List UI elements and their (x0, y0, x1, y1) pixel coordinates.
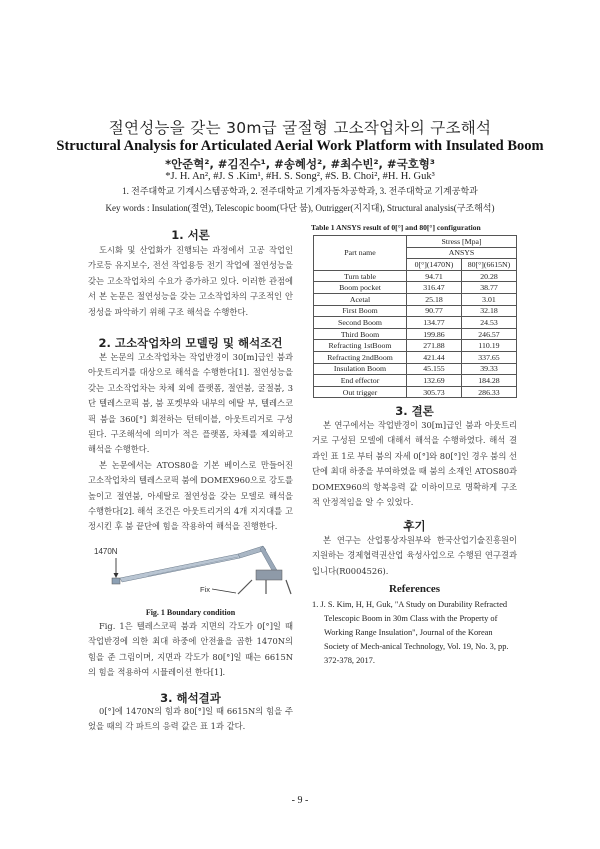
table-cell-0deg: 45.155 (407, 363, 462, 375)
table-row (314, 375, 517, 387)
outrigger-left (238, 580, 252, 594)
acknowledgment-paragraph: 본 연구는 산업통상자원부와 한국산업기술진흥원이 지원하는 경제협력권산업 육성사업으로 수행된 연구결과입니다(R0004526). (312, 535, 517, 576)
table-cell-0deg: 134.77 (407, 317, 462, 329)
table-cell-part: Second Boom (314, 317, 407, 329)
header-col-80deg: 80[°](6615N) (462, 259, 517, 271)
table-cell-0deg: 271.88 (407, 340, 462, 352)
modeling-paragraph-1: 본 논문의 고소작업차는 작업반경이 30[m]급인 붐과 아웃트리거를 대상으로 해석을 수행한다[1]. 절연성능을 갖는 고소작업차는 차체 외에 플랫폼, 절연붐, 굴절붐, 3단 텔레스코픽 붐, 붐 포켓부와 내부의 에탈 부, 텔레스코픽 붐을 360[°] 회전하는 턴테이블, 아웃트리거로 구성된다. 구조해석에 의미가 적은 플랫폼, 차체를 제외하고 해석을 수행한다. (88, 352, 293, 455)
table-cell-0deg: 305.73 (407, 386, 462, 398)
table-cell-80deg: 32.18 (462, 305, 517, 317)
table-cell-0deg: 94.71 (407, 270, 462, 282)
section-title-modeling: 2. 고소작업차의 모델링 및 해석조건 (98, 336, 283, 350)
fix-label: Fix (200, 585, 210, 594)
page-number: - 9 - (291, 795, 309, 806)
acknowledgment-text (312, 533, 517, 579)
results-text (88, 704, 293, 735)
modeling-paragraph-2: 본 논문에서는 ATOS80을 기본 베이스로 만들어진 고소작업차의 텔레스코픽 붐에 DOMEX960으로 강도를 높이고 절연붐, 아세탈로 절연성을 갖는 모델로 해석을 수행한다[2]. 해석 조건은 아웃트리거의 4개 지지대를 고정시킨 후 붐 끝단에 힘을 작용하여 해석을 진행한다. (88, 459, 293, 532)
table-cell-80deg: 184.28 (462, 375, 517, 387)
table-row (314, 386, 517, 398)
table-cell-part: Acetal (314, 293, 407, 305)
table-cell-80deg: 246.57 (462, 328, 517, 340)
figure-description (88, 619, 293, 681)
table-caption: Table 1 ANSYS result of 0[°] and 80[°] configuration (311, 223, 481, 232)
table-cell-part: First Boom (314, 305, 407, 317)
results-table-wrapper (313, 235, 517, 398)
table-cell-part: End effector (314, 375, 407, 387)
outrigger-right (286, 580, 291, 594)
table-cell-0deg: 421.44 (407, 351, 462, 363)
authors-english: *J. H. An², #J. S .Kim¹, #H. S. Song², #S. B. Choi², #H. H. Guk³ (165, 171, 435, 182)
table-row (314, 282, 517, 294)
references-title: References (388, 583, 441, 595)
introduction-text (88, 243, 293, 320)
figure-caption: Fig. 1 Boundary condition (145, 608, 236, 617)
table-cell-0deg: 132.69 (407, 375, 462, 387)
table-body (314, 270, 517, 398)
table-cell-80deg: 110.19 (462, 340, 517, 352)
table-cell-80deg: 39.33 (462, 363, 517, 375)
table-cell-part: Third Boom (314, 328, 407, 340)
boom-edge (148, 557, 238, 576)
section-title-results: 3. 해석결과 (160, 691, 221, 705)
table-row (314, 305, 517, 317)
section-title-introduction: 1. 서론 (171, 228, 210, 242)
affiliations: 1. 전주대학교 기계시스템공학과, 2. 전주대학교 기계자동차공학과, 3. 전주대학교 기계공학과 (122, 186, 478, 196)
reference-1: 1. J. S. Kim, H, H, Guk, "A Study on Durability Refracted Telescopic Boom in 30m Class with the Property of Working Range Insulation", Journal of the Korean Society of Mech-anical Technology, Vol. 19, No. 3, pp. 372-378, 2017. (312, 600, 509, 665)
authors-korean: *안준혁², #김진수¹, #송혜성², #최수빈², #국호형³ (165, 157, 435, 171)
results-table (313, 235, 517, 398)
figure-description-paragraph: Fig. 1은 텔레스코픽 붐과 지면의 각도가 0[°]일 때 작업반경에 의한 최대 하중에 안전율을 곱한 1470N의 힘을 준 그림이며, 지면과 각도가 80[°]일 때는 6615N의 힘을 적용하여 시뮬레이션 한다[1]. (88, 621, 293, 678)
header-col-0deg: 0[°](1470N) (407, 259, 462, 271)
table-cell-part: Refracting 2ndBoom (314, 351, 407, 363)
table-cell-part: Insulation Boom (314, 363, 407, 375)
section-title-acknowledgment: 후기 (403, 519, 426, 533)
table-cell-part: Refracting 1stBoom (314, 340, 407, 352)
table-cell-80deg: 20.28 (462, 270, 517, 282)
table-cell-part: Boom pocket (314, 282, 407, 294)
results-paragraph: 0[°]에 1470N의 힘과 80[°]일 때 6615N의 힘을 주었을 때의 각 파트의 응력 값은 표 1과 같다. (88, 706, 293, 732)
paper-title-korean: 절연성능을 갖는 30m급 굴절형 고소작업차의 구조해석 (108, 119, 492, 137)
table-row (314, 293, 517, 305)
table-cell-part: Out trigger (314, 386, 407, 398)
conclusion-text (312, 418, 517, 510)
table-row (314, 328, 517, 340)
table-row (314, 351, 517, 363)
force-arrowhead (114, 573, 119, 578)
modeling-text (88, 350, 293, 535)
keywords: Key words : Insulation(절연), Telescopic boom(다단 붐), Outrigger(지지대), Structural analysis(구조해석) (105, 203, 495, 213)
table-cell-80deg: 286.33 (462, 386, 517, 398)
table-cell-0deg: 316.47 (407, 282, 462, 294)
end-effector (112, 578, 120, 584)
paper-title-english: Structural Analysis for Articulated Aerial Work Platform with Insulated Boom (56, 138, 544, 154)
table-cell-0deg: 199.86 (407, 328, 462, 340)
turn-table (256, 570, 282, 580)
table-cell-0deg: 90.77 (407, 305, 462, 317)
header-part-name: Part name (314, 236, 407, 271)
boom-diagram (88, 540, 293, 602)
header-stress: Stress [Mpa] (407, 236, 517, 248)
introduction-paragraph: 도시화 및 산업화가 진행되는 과정에서 고공 작업인 가로등 유지보수, 전선 작업용등 전기 작업에 절연성능을 갖는 고소작업차의 수요가 증가하고 있다. 이러한 관점에서 본 논문은 절연성능을 갖는 고소작업차의 구조적인 안정성을 파악하기 위해 구조 해석을 수행한다. (88, 245, 293, 317)
table-row (314, 363, 517, 375)
table-cell-80deg: 3.01 (462, 293, 517, 305)
table-cell-0deg: 25.18 (407, 293, 462, 305)
table-cell-80deg: 38.77 (462, 282, 517, 294)
telescopic-boom (120, 554, 240, 582)
table-cell-part: Turn table (314, 270, 407, 282)
force-label: 1470N (94, 547, 118, 556)
figure-boundary-condition (88, 540, 293, 602)
header-ansys: ANSYS (407, 247, 517, 259)
table-row (314, 317, 517, 329)
table-cell-80deg: 24.53 (462, 317, 517, 329)
table-row (314, 270, 517, 282)
conclusion-paragraph: 본 연구에서는 작업반경이 30[m]급인 붐과 아웃트리거로 구성된 모델에 대해서 해석을 수행하였다. 해석 결과인 표 1로 부터 붐의 자세 0[°]와 80[°]인 경우 붐의 선단에 최대 하중을 부여하였을 때 붐의 소재인 ATOS80과 DOMEX960의 항복응력 값 이하이므로 명확하게 구조적 안정적임을 알 수 있었다. (312, 420, 517, 508)
fix-arrow (212, 589, 236, 593)
table-row (314, 340, 517, 352)
section-title-conclusion: 3. 결론 (395, 404, 434, 418)
table-cell-80deg: 337.65 (462, 351, 517, 363)
